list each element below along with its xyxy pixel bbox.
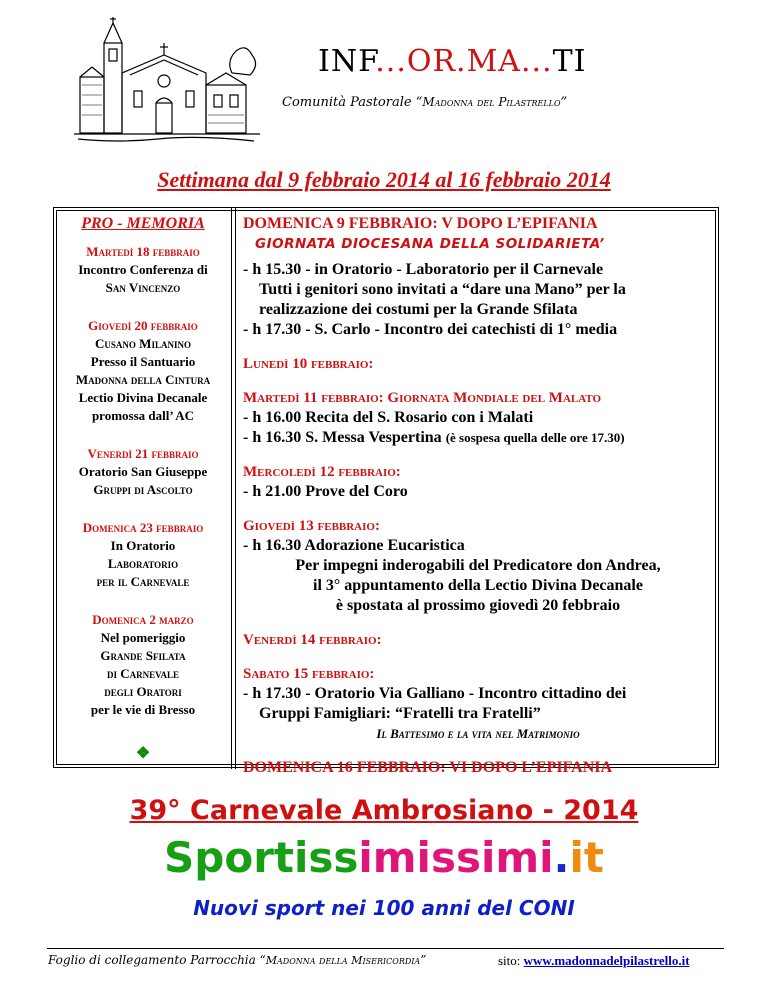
event-line: Gruppi Famigliari: “Fratelli tra Fratelli” — [259, 705, 541, 722]
event-line: - h 15.30 - in Oratorio - Laboratorio per il Carnevale — [243, 261, 604, 278]
memo-line: per il Carnevale — [96, 574, 190, 589]
day-wednesday-12 — [243, 462, 713, 502]
day-heading: Lunedì 10 febbraio: — [243, 356, 374, 372]
day-friday-14 — [243, 630, 713, 650]
footer-rule — [47, 948, 724, 949]
column-divider-inner — [235, 207, 236, 769]
event-line: realizzazione dei costumi per la Grande Sfilata — [259, 301, 578, 318]
title-part-ti: TI — [552, 44, 587, 79]
memo-line: degli Oratori — [104, 684, 182, 699]
event-line: Tutti i genitori sono invitati a “dare una Mano” per la — [259, 281, 626, 298]
memo-line: Presso il Santuario — [90, 354, 196, 369]
memo-line: Lectio Divina Decanale — [78, 390, 208, 405]
community-subtitle — [282, 95, 567, 110]
memo-line: Incontro Conferenza di — [78, 262, 208, 277]
memo-entry — [58, 611, 228, 719]
memo-entry — [58, 445, 228, 499]
memo-date: Venerdì 21 febbraio — [87, 446, 199, 461]
day-heading: Mercoledì 12 febbraio: — [243, 464, 401, 480]
memo-line: Laboratorio — [107, 556, 179, 571]
day-heading: DOMENICA 9 FEBBRAIO: V DOPO L’EPIFANIA — [243, 215, 598, 232]
week-title: Settimana dal 9 febbraio 2014 al 16 febbraio 2014 — [157, 167, 611, 192]
subtitle-prefix: Comunità Pastorale “ — [282, 95, 423, 110]
schedule-column — [243, 214, 713, 792]
day-sunday-9 — [243, 214, 713, 340]
memo-entry — [58, 317, 228, 425]
memo-title: PRO - MEMORIA — [81, 215, 205, 232]
day-heading: Venerdì 14 febbraio: — [243, 632, 382, 648]
footer-suffix: ” — [420, 953, 427, 967]
memo-date: Martedì 18 febbraio — [86, 244, 200, 259]
memo-line: Oratorio San Giuseppe — [78, 464, 208, 479]
carnival-title-text: 39° Carnevale Ambrosiano - 2014 — [129, 795, 639, 826]
memo-date: Domenica 2 marzo — [92, 612, 194, 627]
title-part-orma: ...OR.MA... — [375, 44, 553, 79]
church-illustration — [72, 15, 262, 145]
site-link[interactable]: www.madonnadelpilastrello.it — [523, 953, 690, 968]
event-line: - h 16.30 Adorazione Eucaristica — [243, 537, 465, 554]
event-line: - h 16.00 Recita del S. Rosario con i Malati — [243, 409, 534, 426]
day-heading: Giovedì 13 febbraio: — [243, 518, 380, 534]
memo-line: Gruppi di Ascolto — [93, 482, 193, 497]
logo-part: Sportiss — [164, 833, 359, 882]
event-line: Per impegni inderogabili del Predicatore don Andrea, — [295, 557, 661, 574]
day-heading: Martedì 11 febbraio: Giornata Mondiale del Malato — [243, 390, 602, 406]
memo-column — [58, 215, 228, 763]
site-label: sito: — [498, 953, 524, 968]
carnival-title — [0, 795, 768, 826]
event-line: il 3° appuntamento della Lectio Divina Decanale — [313, 577, 643, 594]
memo-entry — [58, 519, 228, 591]
day-subheading: GIORNATA DIOCESANA DELLA SOLIDARIETA’ — [255, 236, 605, 252]
day-monday-10 — [243, 354, 713, 374]
event-note: (è sospesa quella delle ore 17.30) — [445, 430, 625, 445]
memo-entry — [58, 243, 228, 297]
footer-prefix: Foglio di collegamento Parrocchia “ — [48, 953, 266, 967]
memo-line: per le vie di Bresso — [90, 702, 196, 717]
event-line: è spostata al prossimo giovedì 20 febbraio — [335, 597, 621, 614]
event-line — [243, 428, 713, 448]
memo-line: Grande Sfilata — [100, 648, 186, 663]
day-heading: DOMENICA 16 FEBBRAIO: VI DOPO L’EPIFANIA — [243, 759, 613, 776]
memo-line: Nel pomeriggio — [100, 630, 186, 645]
day-heading: Sabato 15 febbraio: — [243, 666, 375, 682]
subtitle-community-name: Madonna del Pilastrello — [422, 95, 561, 109]
footer-site — [498, 953, 690, 969]
event-line: Il Battesimo e la vita nel Matrimonio — [376, 726, 580, 741]
event-line: - h 17.30 - S. Carlo - Incontro dei catechisti di 1° media — [243, 321, 618, 338]
carnival-tagline: Nuovi sport nei 100 anni del CONI — [193, 896, 575, 920]
memo-line: Madonna della Cintura — [75, 372, 211, 387]
memo-line: promossa dall’ AC — [91, 408, 195, 423]
footer-parish-name: Madonna della Misericordia — [265, 954, 421, 967]
day-tuesday-11 — [243, 388, 713, 448]
logo-part: imissimi — [358, 833, 554, 882]
event-line: - h 17.30 - Oratorio Via Galliano - Incontro cittadino dei — [243, 685, 627, 702]
diamond-bullet-icon: ❖ — [135, 745, 151, 762]
day-saturday-15 — [243, 664, 713, 744]
day-thursday-13 — [243, 516, 713, 616]
day-sunday-16 — [243, 758, 713, 778]
logo-part: . — [553, 833, 570, 882]
memo-line: di Carnevale — [107, 666, 179, 681]
logo-part: it — [569, 833, 604, 882]
event-text: - h 16.30 S. Messa Vespertina — [243, 429, 442, 446]
memo-date: Giovedì 20 febbraio — [88, 318, 198, 333]
title-part-inf: INF — [318, 44, 376, 79]
memo-line: In Oratorio — [110, 538, 176, 553]
column-divider — [231, 207, 232, 769]
footer-parish — [48, 953, 426, 967]
memo-date: Domenica 23 febbraio — [82, 520, 204, 535]
newsletter-title — [318, 44, 586, 79]
memo-line: San Vincenzo — [105, 280, 181, 295]
subtitle-suffix: ” — [560, 95, 568, 110]
sportissimissimi-logo — [0, 833, 768, 882]
memo-line: Cusano Milanino — [95, 336, 191, 351]
event-line: - h 21.00 Prove del Coro — [243, 483, 408, 500]
